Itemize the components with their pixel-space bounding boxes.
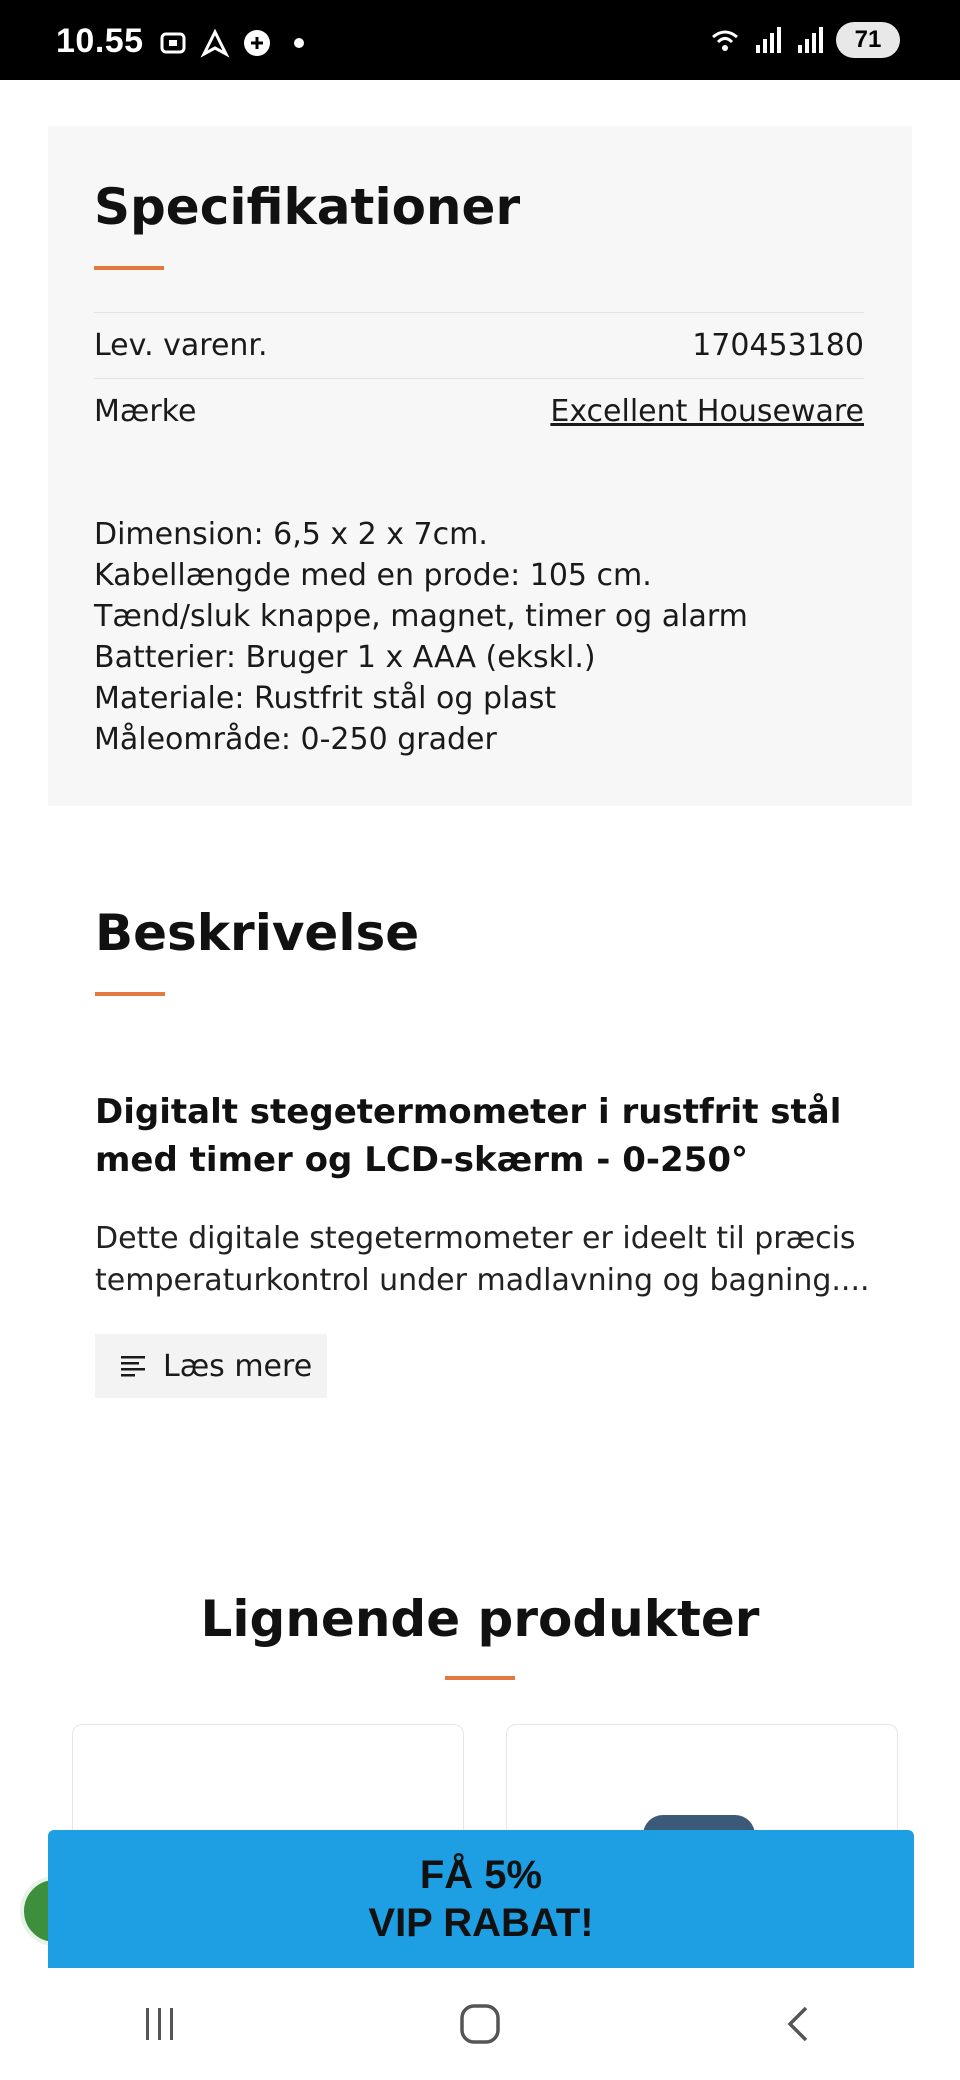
recent-apps-icon [140, 2004, 180, 2044]
vip-banner-line2: VIP RABAT! [368, 1901, 594, 1945]
back-button[interactable] [740, 1984, 860, 2064]
vip-discount-banner[interactable] [48, 1830, 914, 1968]
specifications-card [48, 126, 912, 806]
spec-line: Kabellængde med en prode: 105 cm. [94, 558, 652, 593]
title-accent-line [94, 266, 164, 270]
spec-value: 170453180 [692, 328, 864, 363]
status-icons-left [158, 28, 314, 58]
spec-line: Dimension: 6,5 x 2 x 7cm. [94, 517, 488, 552]
description-accent-line [95, 992, 165, 996]
spec-line: Materiale: Rustfrit stål og plast [94, 681, 557, 716]
text-lines-icon [119, 1352, 147, 1380]
status-time: 10.55 [56, 22, 144, 60]
status-icons-right [710, 22, 900, 58]
system-nav-bar [0, 1968, 960, 2080]
back-icon [780, 2004, 820, 2044]
specifications-title: Specifikationer [94, 178, 521, 236]
signal-icon [794, 25, 824, 55]
signal-icon [752, 25, 782, 55]
dot-icon [284, 28, 314, 58]
home-button[interactable] [420, 1984, 540, 2064]
status-bar [0, 0, 960, 80]
product-heading: Digitalt stegetermometer i rustfrit stål med timer og LCD-skærm - 0-250° [95, 1092, 842, 1180]
spec-row-item-number [94, 312, 864, 378]
spec-line: Tænd/sluk knappe, magnet, timer og alarm [94, 599, 748, 634]
read-more-button[interactable] [95, 1334, 327, 1398]
wifi-icon [710, 25, 740, 55]
screenshot-icon [158, 28, 188, 58]
brand-link[interactable]: Excellent Houseware [550, 394, 864, 429]
spec-line: Batterier: Bruger 1 x AAA (ekskl.) [94, 640, 596, 675]
recent-apps-button[interactable] [100, 1984, 220, 2064]
vip-banner-line1: FÅ 5% [419, 1853, 543, 1897]
similar-products-title: Lignende produkter [200, 1590, 760, 1648]
spec-label: Lev. varenr. [94, 328, 268, 363]
spec-line: Måleområde: 0-250 grader [94, 722, 497, 757]
home-icon [458, 2002, 502, 2046]
read-more-label: Læs mere [163, 1348, 313, 1384]
battery-indicator: 71 [836, 22, 900, 58]
description-text: Dette digitale stegetermometer er ideelt til præcis temperaturkontrol under madlavning og bagning.... [95, 1221, 870, 1298]
spec-label: Mærke [94, 394, 197, 429]
description-title: Beskrivelse [95, 904, 420, 962]
similar-accent-line [445, 1676, 515, 1680]
spec-row-brand [94, 378, 864, 444]
notification-app-icon [242, 28, 272, 58]
navigation-icon [200, 28, 230, 58]
spec-details [94, 514, 864, 760]
